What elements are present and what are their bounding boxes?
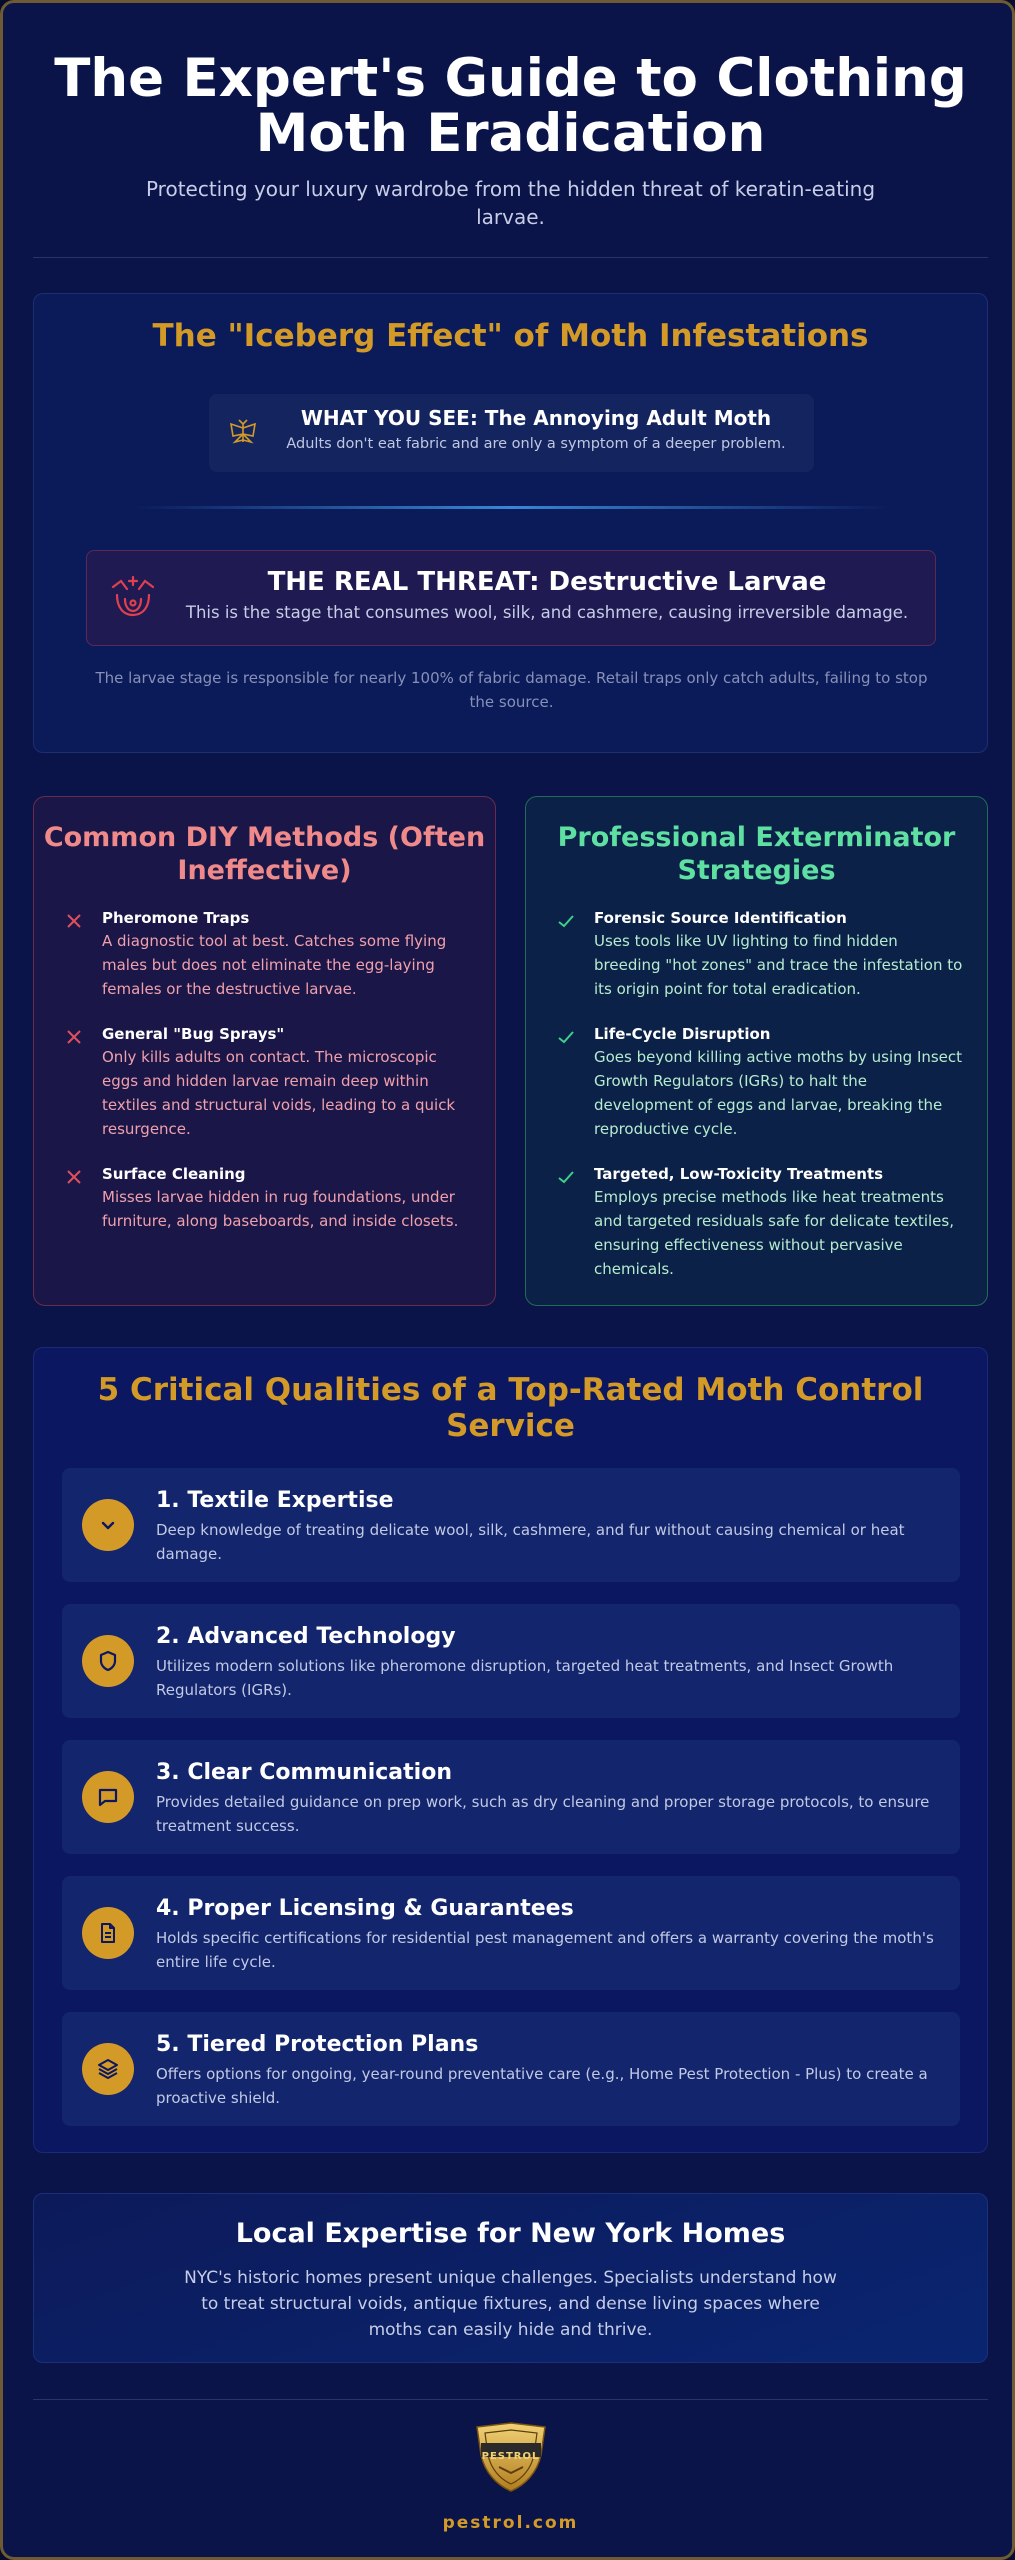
- diy-item-desc: A diagnostic tool at best. Catches some flying males but does not eliminate the egg-laying females or the destructive larvae.: [102, 932, 447, 998]
- chat-icon: [96, 1785, 120, 1809]
- adult-moth-desc: Adults don't eat fabric and are only a symptom of a deeper problem.: [286, 436, 786, 452]
- quality-title: 2. Advanced Technology: [156, 1624, 456, 1649]
- adult-moth-card: [209, 394, 814, 472]
- iceberg-footnote: The larvae stage is responsible for nearly 100% of fabric damage. Retail traps only catch adults, failing to stop the source.: [95, 669, 928, 711]
- chevron-down-icon: [96, 1513, 120, 1537]
- diy-item-desc: Only kills adults on contact. The microscopic eggs and hidden larvae remain deep within textiles and structural voids, leading to a quick resurgence.: [102, 1048, 456, 1138]
- quality-desc: Offers options for ongoing, year-round preventative care (e.g., Home Pest Protection - Plus) to create a proactive shield.: [156, 2065, 928, 2107]
- diy-item-title: General "Bug Sprays": [102, 1025, 285, 1043]
- logo-wordmark: PESTROL: [481, 2451, 540, 2462]
- quality-desc: Provides detailed guidance on prep work, such as dry cleaning and proper storage protocols, to ensure treatment success.: [156, 1793, 930, 1835]
- larvae-icon: [107, 573, 159, 623]
- quality-desc: Holds specific certifications for residential pest management and offers a warranty covering the moth's entire life cycle.: [156, 1929, 934, 1971]
- diy-title: Common DIY Methods (Often Ineffective): [43, 822, 486, 886]
- page-subtitle: Protecting your luxury wardrobe from the hidden threat of keratin-eating larvae.: [145, 177, 876, 229]
- quality-desc: Utilizes modern solutions like pheromone disruption, targeted heat treatments, and Insect Growth Regulators (IGRs).: [156, 1657, 894, 1699]
- quality-title: 3. Clear Communication: [156, 1760, 452, 1785]
- quality-title: 1. Textile Expertise: [156, 1488, 394, 1513]
- qualities-list: [62, 1468, 960, 2126]
- diy-list: [64, 907, 474, 1233]
- waterline-divider: [134, 506, 889, 509]
- diy-item-desc: Misses larvae hidden in rug foundations, under furniture, along baseboards, and inside closets.: [102, 1188, 459, 1230]
- shield-icon: [96, 1649, 120, 1673]
- moth-icon: [227, 418, 259, 448]
- document-icon: [96, 1921, 120, 1945]
- list-item: [556, 1163, 966, 1281]
- pro-title: Professional Exterminator Strategies: [557, 822, 956, 886]
- quality-badge: [82, 1635, 134, 1687]
- adult-moth-title: WHAT YOU SEE: The Annoying Adult Moth: [300, 406, 772, 430]
- list-item: [64, 907, 474, 1001]
- site-link[interactable]: pestrol.com: [442, 2513, 579, 2533]
- page-title: The Expert's Guide to Clothing Moth Eradication: [54, 48, 967, 164]
- quality-item: [62, 1604, 960, 1718]
- quality-item: [62, 1468, 960, 1582]
- larvae-threat-card: [86, 550, 936, 646]
- x-icon: [64, 1167, 84, 1187]
- larvae-threat-desc: This is the stage that consumes wool, silk, and cashmere, causing irreversible damage.: [185, 603, 909, 622]
- quality-badge: [82, 1771, 134, 1823]
- check-icon: [556, 1027, 576, 1047]
- list-item: [64, 1023, 474, 1141]
- pro-list: [556, 907, 966, 1281]
- quality-item: [62, 1740, 960, 1854]
- x-icon: [64, 911, 84, 931]
- quality-desc: Deep knowledge of treating delicate wool, silk, cashmere, and fur without causing chemical or heat damage.: [156, 1521, 905, 1563]
- pro-item-desc: Goes beyond killing active moths by using Insect Growth Regulators (IGRs) to halt the development of eggs and larvae, breaking the reproductive cycle.: [594, 1048, 963, 1138]
- quality-title: 4. Proper Licensing & Guarantees: [156, 1896, 574, 1921]
- pro-strategies-card: [525, 796, 988, 1306]
- larvae-threat-title: THE REAL THREAT: Destructive Larvae: [267, 567, 827, 597]
- check-icon: [556, 1167, 576, 1187]
- iceberg-title: The "Iceberg Effect" of Moth Infestations: [152, 318, 869, 354]
- list-item: [556, 1023, 966, 1141]
- local-title: Local Expertise for New York Homes: [235, 2218, 786, 2249]
- quality-title: 5. Tiered Protection Plans: [156, 2032, 479, 2057]
- local-expertise-section: [33, 2193, 988, 2363]
- pro-item-title: Targeted, Low-Toxicity Treatments: [594, 1165, 884, 1183]
- local-desc: NYC's historic homes present unique challenges. Specialists understand how to treat structural voids, antique fixtures, and dense living spaces where moths can easily hide and thrive.: [184, 2268, 837, 2340]
- divider: [33, 257, 988, 258]
- quality-badge: [82, 1907, 134, 1959]
- list-item: [556, 907, 966, 1001]
- divider: [33, 2399, 988, 2400]
- diy-item-title: Pheromone Traps: [102, 909, 250, 927]
- x-icon: [64, 1027, 84, 1047]
- qualities-title: 5 Critical Qualities of a Top-Rated Moth Control Service: [97, 1372, 924, 1444]
- layers-icon: [96, 2057, 120, 2081]
- pro-item-title: Life-Cycle Disruption: [594, 1025, 771, 1043]
- quality-item: [62, 1876, 960, 1990]
- check-icon: [556, 911, 576, 931]
- quality-badge: [82, 1499, 134, 1551]
- iceberg-section: [33, 293, 988, 753]
- header: [33, 48, 988, 231]
- quality-item: [62, 2012, 960, 2126]
- diy-methods-card: [33, 796, 496, 1306]
- pro-item-desc: Uses tools like UV lighting to find hidden breeding "hot zones" and trace the infestation to its origin point for total eradication.: [594, 932, 963, 998]
- pro-item-desc: Employs precise methods like heat treatments and targeted residuals safe for delicate textiles, ensuring effectiveness without pervasive chemicals.: [594, 1188, 954, 1278]
- list-item: [64, 1163, 474, 1233]
- qualities-section: [33, 1347, 988, 2153]
- pro-item-title: Forensic Source Identification: [594, 909, 847, 927]
- diy-item-title: Surface Cleaning: [102, 1165, 246, 1183]
- quality-badge: [82, 2043, 134, 2095]
